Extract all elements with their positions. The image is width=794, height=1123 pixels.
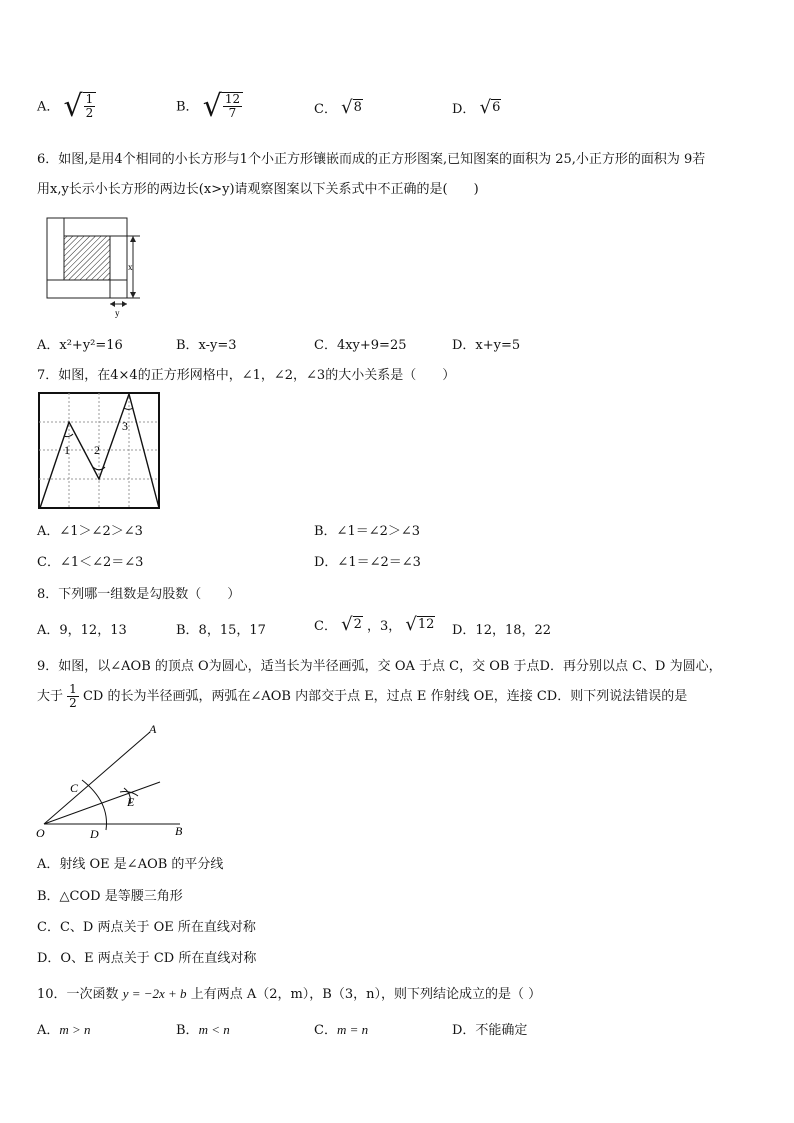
q8-sqrt-2: √ 2 [341,614,362,635]
q10-option-a: A．m > n [37,1022,91,1038]
q5-a-numerator: 1 [85,92,94,106]
q8-option-d: D．12，18，22 [452,623,552,638]
q6-option-c: C．4xy+9=25 [314,338,407,353]
q6-stem-line1: 6．如图,是用4个相同的小长方形与1个小正方形镶嵌而成的正方形图案,已知图案的面积为 25,小正方形的面积为 9若 [37,152,706,167]
q7-option-d: D．∠1＝∠2＝∠3 [314,555,421,570]
q9-label-O: O [36,826,45,840]
q5-option-c-sqrt: √ 8 [341,97,362,118]
q10-function: y = −2x + b [122,986,187,1001]
q7-option-b: B．∠1＝∠2＞∠3 [314,524,421,539]
q5-c-radicand: 8 [353,100,362,115]
q8-option-c-label: C． [314,619,337,634]
q6-option-b: B．x-y=3 [176,338,237,353]
q5-d-radicand: 6 [492,100,501,115]
q8-option-c-mid: ，3， [367,619,402,634]
q5-a-denominator: 2 [85,106,94,121]
q6-bottom-rect [110,280,127,298]
q5-option-c-label: C． [314,102,337,117]
q9-stem-line1: 9．如图，以∠AOB 的顶点 O为圆心，适当长为半径画弧，交 OA 于点 C，交 OB 于点D．再分别以点 C、D 为圆心， [37,659,722,674]
q8-sqrt-12: √ 12 [405,614,435,635]
q6-stem-line2: 用x,y长示小长方形的两边长(x>y)请观察图案以下关系式中不正确的是( ) [37,182,479,197]
q7-option-c: C．∠1＜∠2＝∠3 [37,555,144,570]
q5-option-d-sqrt: √ 6 [479,97,501,118]
q9-label-B: B [175,824,183,838]
q7-angle-label-1: 1 [64,443,70,457]
q9-option-b: B．△COD 是等腰三角形 [37,889,183,904]
q9-label-A: A [149,722,157,736]
q9-stem-line2 [37,683,687,710]
q8-option-c [314,615,435,634]
q10-stem-pre: 10．一次函数 [37,987,119,1002]
q9-label-D: D [90,827,99,841]
q5-b-denominator: 7 [228,106,237,121]
q8-option-a: A．9，12，13 [37,623,127,638]
q5-option-d [452,98,501,117]
q5-option-b [176,89,243,124]
q9-label-C: C [70,781,79,795]
q9-figure [34,720,194,842]
q10-stem [37,983,541,1002]
q6-option-d: D．x+y=5 [452,338,521,353]
q7-grid-figure [38,392,162,510]
q10-stem-post: 上有两点 A（2，m），B（3，n），则下列结论成立的是（ ） [190,987,542,1002]
q5-b-numerator: 12 [224,92,241,106]
q5-option-b-label: B． [176,99,199,115]
q8-option-b: B．8，15，17 [176,623,266,638]
q7-option-a: A．∠1＞∠2＞∠3 [37,524,143,539]
q10-option-d: D．不能确定 [452,1023,528,1038]
q7-angle-label-2: 2 [94,443,100,457]
q9-line2-pre: 大于 [37,689,64,705]
q5-option-a [37,89,96,124]
q6-option-a: A．x²+y²=16 [37,338,123,353]
q9-option-d: D．O、E 两点关于 CD 所在直线对称 [37,951,257,966]
q9-line2-post: CD 的长为半径画弧，两弧在∠AOB 内部交于点 E，过点 E 作射线 OE，连接 CD．则下列说法错误的是 [82,689,688,705]
q7-angle-label-3: 3 [122,419,128,433]
q6-inner-square [64,236,110,280]
q9-option-a: A．射线 OE 是∠AOB 的平分线 [37,857,224,872]
q10-option-c: C．m = n [314,1022,369,1038]
q5-option-c [314,98,363,117]
q10-option-b: B．m < n [176,1022,230,1038]
q7-stem: 7．如图，在4×4的正方形网格中，∠1，∠2，∠3的大小关系是（ ） [37,368,456,383]
q6-figure [40,212,150,320]
q6-label-x: x [128,262,133,272]
q9-ray-OA [44,732,150,824]
q9-half-fraction: $\frac{1}{2}$ [69,682,77,711]
q9-option-c: C．C、D 两点关于 OE 所在直线对称 [37,920,256,935]
q5-option-a-sqrt: √ $\frac{1}{2}$ [64,92,97,122]
q8-stem: 8．下列哪一组数是勾股数（ ） [37,587,241,602]
q9-label-E: E [127,795,135,809]
q6-label-y: y [115,308,120,318]
q5-option-d-label: D． [452,102,476,117]
q5-option-b-sqrt: √ $\frac{12}{7}$ [203,92,243,122]
q5-option-a-label: A． [37,99,60,115]
